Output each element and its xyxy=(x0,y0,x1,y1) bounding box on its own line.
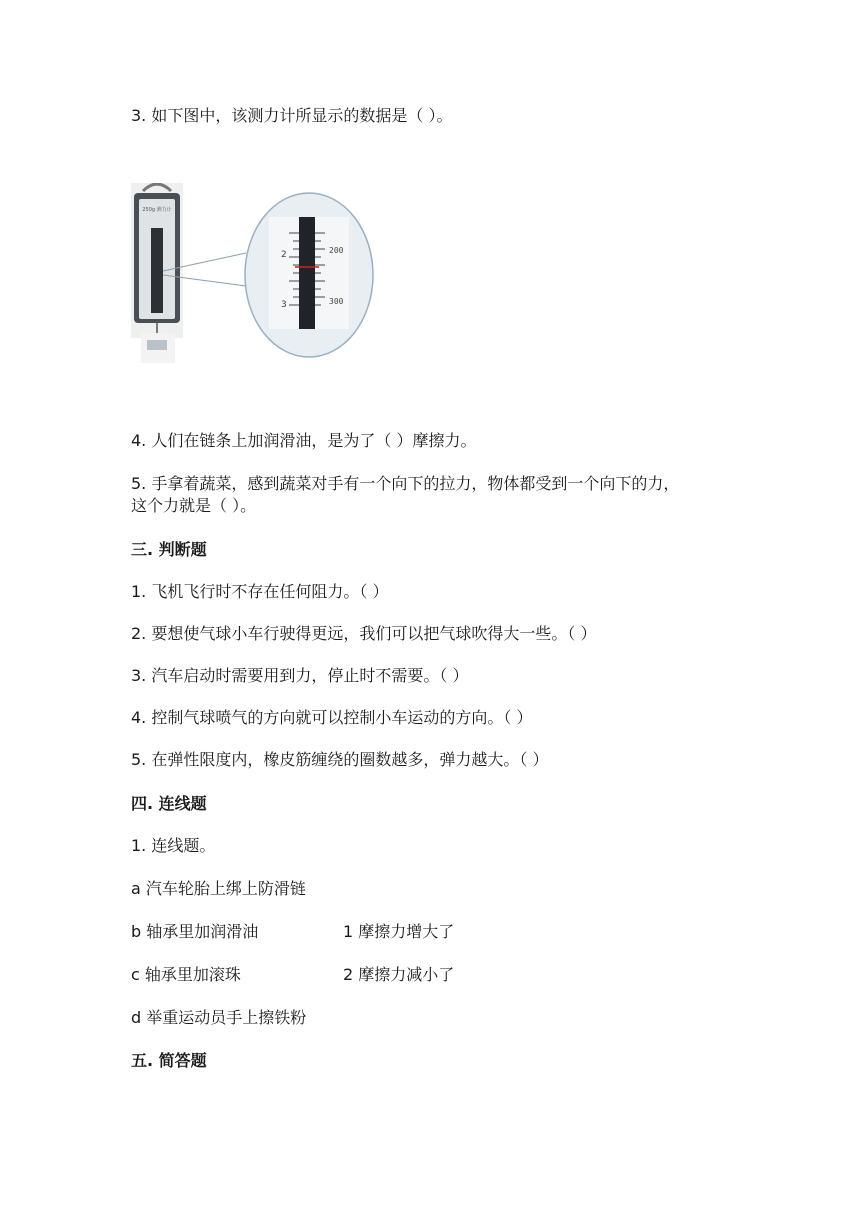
matching-question: 1. 连线题。 xyxy=(131,836,216,855)
matching-left-item: a 汽车轮胎上绑上防滑链 xyxy=(131,879,306,898)
device-label: 250g 测力计 xyxy=(142,207,172,213)
judge-item: 1. 飞机飞行时不存在任何阻力。（ ） xyxy=(131,582,389,601)
question-4-fill: 4. 人们在链条上加润滑油，是为了（ ）摩擦力。 xyxy=(131,431,477,450)
newton-tick: 3 xyxy=(281,300,287,310)
gram-tick: 300 xyxy=(329,297,344,306)
matching-left-item: b 轴承里加润滑油 xyxy=(131,922,259,941)
matching-left-item: c 轴承里加滚珠 xyxy=(131,965,241,984)
matching-right-item: 2 摩擦力减小了 xyxy=(343,965,455,984)
section-5-title: 五. 简答题 xyxy=(131,1051,207,1070)
newton-tick: 2 xyxy=(281,250,287,260)
spring-scale-figure xyxy=(131,183,381,365)
section-3-title: 三. 判断题 xyxy=(131,540,207,559)
matching-left-item: d 举重运动员手上擦铁粉 xyxy=(131,1008,307,1027)
section-4-title: 四. 连线题 xyxy=(131,794,207,813)
question-3-fill: 3. 如下图中，该测力计所显示的数据是（ ）。 xyxy=(131,106,453,125)
judge-item: 5. 在弹性限度内，橡皮筋缠绕的圈数越多，弹力越大。（ ） xyxy=(131,750,549,769)
matching-right-item: 1 摩擦力增大了 xyxy=(343,922,455,941)
question-5-fill-line2: 这个力就是（ ）。 xyxy=(131,496,257,515)
gram-tick: 200 xyxy=(329,246,344,255)
judge-item: 3. 汽车启动时需要用到力，停止时不需要。（ ） xyxy=(131,666,469,685)
judge-item: 2. 要想使气球小车行驶得更远，我们可以把气球吹得大一些。（ ） xyxy=(131,624,597,643)
question-5-fill-line1: 5. 手拿着蔬菜，感到蔬菜对手有一个向下的拉力，物体都受到一个向下的力， xyxy=(131,474,680,493)
judge-item: 4. 控制气球喷气的方向就可以控制小车运动的方向。（ ） xyxy=(131,708,533,727)
